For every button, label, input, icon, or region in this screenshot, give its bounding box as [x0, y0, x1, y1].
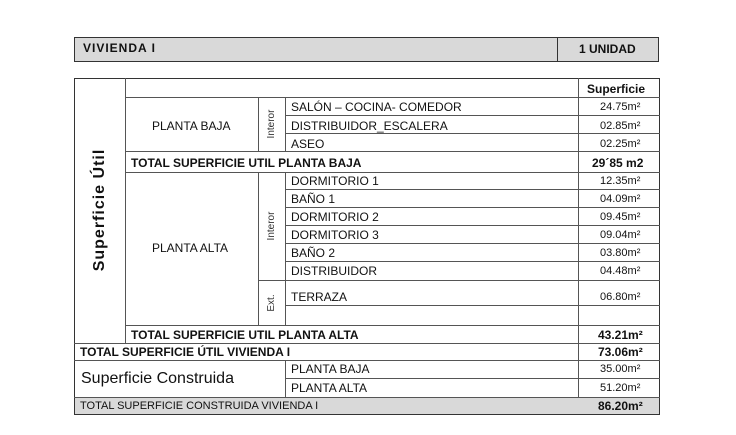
- total-planta-baja-value: 29´85 m2: [592, 156, 644, 170]
- row-distribuidor-escalera-value: 02.85m²: [600, 120, 641, 132]
- superficie-header: Superficie: [587, 82, 646, 96]
- row-aseo-name: ASEO: [291, 137, 325, 151]
- row-terraza-value: 06.80m²: [600, 291, 641, 303]
- header-divider: [557, 37, 558, 62]
- total-construida-value: 86.20m²: [598, 399, 643, 413]
- row-terraza-name: TERRAZA: [291, 290, 348, 304]
- total-planta-baja-label: TOTAL SUPERFICIE UTIL PLANTA BAJA: [131, 156, 362, 170]
- total-planta-alta-value: 43.21m²: [598, 328, 643, 342]
- construida-planta-baja-name: PLANTA BAJA: [291, 362, 370, 376]
- row-salon-name: SALÓN – COCINA- COMEDOR: [291, 100, 462, 114]
- row-aseo-value: 02.25m²: [600, 138, 641, 150]
- row-bano-1-value: 04.09m²: [600, 193, 641, 205]
- total-util-value: 73.06m²: [598, 345, 643, 359]
- page-title: VIVIENDA I: [83, 41, 156, 55]
- row-bano-1-name: BAÑO 1: [291, 192, 336, 206]
- unit-label: 1 UNIDAD: [579, 42, 636, 56]
- row-dormitorio-3-value: 09.04m²: [600, 229, 641, 241]
- planta-alta-interior-label: Interor: [266, 211, 277, 241]
- row-distribuidor-name: DISTRIBUIDOR: [291, 264, 378, 278]
- construida-planta-baja-value: 35.00m²: [600, 363, 641, 375]
- planta-alta-label: PLANTA ALTA: [152, 241, 229, 255]
- planta-baja-interior-label: Interor: [266, 109, 277, 139]
- row-bano-2-name: BAÑO 2: [291, 246, 336, 260]
- row-salon-value: 24.75m²: [600, 101, 641, 113]
- row-bano-2-value: 03.80m²: [600, 247, 641, 259]
- planta-baja-label: PLANTA BAJA: [152, 119, 231, 133]
- row-dormitorio-2-name: DORMITORIO 2: [291, 210, 379, 224]
- construida-planta-alta-name: PLANTA ALTA: [291, 381, 368, 395]
- row-dormitorio-1-name: DORMITORIO 1: [291, 174, 379, 188]
- total-util-label: TOTAL SUPERFICIE ÚTIL VIVIENDA I: [80, 345, 291, 359]
- row-distribuidor-escalera-name: DISTRIBUIDOR_ESCALERA: [291, 119, 448, 133]
- superficie-construida-label: Superficie Construida: [81, 370, 234, 387]
- row-dormitorio-2-value: 09.45m²: [600, 211, 641, 223]
- header-bar: [74, 37, 659, 62]
- row-dormitorio-3-name: DORMITORIO 3: [291, 228, 379, 242]
- row-distribuidor-value: 04.48m²: [600, 265, 641, 277]
- construida-planta-alta-value: 51.20m²: [600, 382, 641, 394]
- total-construida-label: TOTAL SUPERFICIE CONSTRUIDA VIVIENDA I: [80, 400, 319, 412]
- planta-alta-ext-label: Ext.: [266, 294, 277, 312]
- side-label-superficie-util: Superficie Útil: [91, 148, 108, 272]
- total-planta-alta-label: TOTAL SUPERFICIE UTIL PLANTA ALTA: [131, 328, 359, 342]
- row-dormitorio-1-value: 12.35m²: [600, 175, 641, 187]
